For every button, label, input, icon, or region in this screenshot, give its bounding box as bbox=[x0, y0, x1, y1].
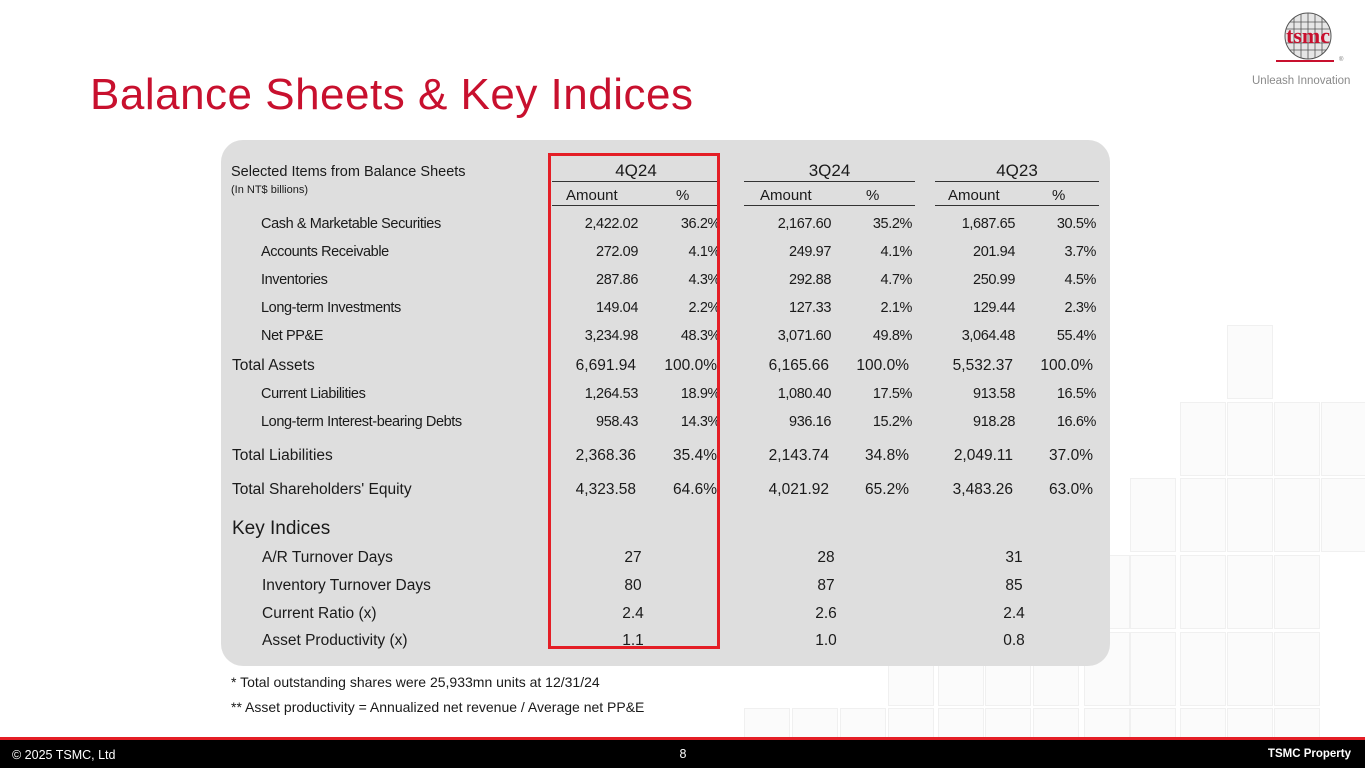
key-index-value: 85 bbox=[1005, 577, 1023, 594]
logo-tagline: Unleash Innovation bbox=[1252, 75, 1351, 87]
background-square bbox=[1130, 478, 1176, 552]
row-label: Total Liabilities bbox=[232, 447, 333, 464]
percent-cell: 17.5% bbox=[872, 386, 912, 402]
current-quarter-highlight bbox=[548, 153, 720, 649]
percent-cell: 64.6% bbox=[673, 481, 717, 498]
row-label: Cash & Marketable Securities bbox=[261, 216, 441, 232]
amount-cell: 3,071.60 bbox=[777, 328, 831, 344]
row-label: Long-term Investments bbox=[261, 300, 401, 316]
table-header-title: Selected Items from Balance Sheets bbox=[231, 164, 466, 180]
background-square bbox=[1180, 402, 1226, 476]
row-label: Net PP&E bbox=[261, 328, 324, 344]
amount-cell: 3,064.48 bbox=[961, 328, 1015, 344]
svg-text:tsmc: tsmc bbox=[1286, 23, 1330, 48]
background-square bbox=[792, 708, 838, 739]
amount-cell: 936.16 bbox=[789, 414, 831, 430]
background-square bbox=[1130, 632, 1176, 706]
key-index-value: 80 bbox=[624, 577, 642, 594]
svg-text:®: ® bbox=[1339, 57, 1344, 63]
amount-cell: 4,021.92 bbox=[768, 481, 829, 498]
percent-cell: 15.2% bbox=[872, 414, 912, 430]
amount-cell: 5,532.37 bbox=[952, 357, 1013, 374]
background-square bbox=[1180, 632, 1226, 706]
background-square bbox=[1274, 555, 1320, 629]
background-square bbox=[1227, 708, 1273, 739]
amount-cell: 958.43 bbox=[596, 414, 638, 430]
background-square bbox=[1274, 632, 1320, 706]
amount-cell: 918.28 bbox=[973, 414, 1015, 430]
row-label: Long-term Interest-bearing Debts bbox=[261, 414, 462, 430]
percent-cell: 30.5% bbox=[1056, 216, 1096, 232]
percent-cell: 2.1% bbox=[880, 300, 912, 316]
key-index-label: Asset Productivity (x) bbox=[262, 632, 408, 649]
column-header-underline bbox=[744, 205, 915, 206]
percent-cell: 3.7% bbox=[1064, 244, 1096, 260]
amount-cell: 1,264.53 bbox=[584, 386, 638, 402]
page-number: 8 bbox=[679, 747, 687, 761]
column-header-underline bbox=[935, 205, 1099, 206]
amount-cell: 201.94 bbox=[973, 244, 1015, 260]
background-square bbox=[888, 708, 934, 739]
percent-cell: 16.6% bbox=[1056, 414, 1096, 430]
row-label: Accounts Receivable bbox=[261, 244, 389, 260]
background-square bbox=[1130, 555, 1176, 629]
background-square bbox=[1227, 632, 1273, 706]
background-square bbox=[1321, 478, 1365, 552]
amount-cell: 1,687.65 bbox=[961, 216, 1015, 232]
key-index-value: 31 bbox=[1005, 549, 1023, 566]
background-square bbox=[1084, 708, 1130, 739]
key-index-label: Current Ratio (x) bbox=[262, 605, 377, 622]
period-underline bbox=[935, 181, 1099, 182]
period-underline bbox=[744, 181, 915, 182]
background-square bbox=[1274, 708, 1320, 739]
background-square bbox=[938, 708, 984, 739]
tsmc-logo bbox=[1268, 10, 1348, 70]
amount-cell: 2,368.36 bbox=[575, 447, 636, 464]
background-square bbox=[1180, 708, 1226, 739]
percent-cell: 4.1% bbox=[688, 244, 720, 260]
footer-copyright: © 2025 TSMC, Ltd bbox=[12, 748, 116, 762]
amount-cell: 149.04 bbox=[596, 300, 638, 316]
amount-column-header: Amount bbox=[760, 187, 812, 204]
note-shares: * Total outstanding shares were 25,933mn units at 12/31/24 bbox=[231, 674, 600, 690]
percent-cell: 48.3% bbox=[680, 328, 720, 344]
amount-cell: 913.58 bbox=[973, 386, 1015, 402]
key-index-label: Inventory Turnover Days bbox=[262, 577, 431, 594]
row-label: Current Liabilities bbox=[261, 386, 366, 402]
amount-cell: 249.97 bbox=[789, 244, 831, 260]
amount-cell: 2,143.74 bbox=[768, 447, 829, 464]
amount-cell: 287.86 bbox=[596, 272, 638, 288]
amount-column-header: Amount bbox=[948, 187, 1000, 204]
amount-cell: 250.99 bbox=[973, 272, 1015, 288]
amount-column-header: Amount bbox=[566, 187, 618, 204]
amount-cell: 292.88 bbox=[789, 272, 831, 288]
key-index-label: A/R Turnover Days bbox=[262, 549, 393, 566]
amount-cell: 1,080.40 bbox=[777, 386, 831, 402]
amount-cell: 2,049.11 bbox=[953, 447, 1013, 464]
percent-cell: 100.0% bbox=[856, 357, 909, 374]
percent-column-header: % bbox=[1052, 187, 1066, 204]
percent-cell: 55.4% bbox=[1056, 328, 1096, 344]
percent-column-header: % bbox=[676, 187, 690, 204]
percent-cell: 4.1% bbox=[880, 244, 912, 260]
percent-cell: 36.2% bbox=[680, 216, 720, 232]
amount-cell: 6,165.66 bbox=[768, 357, 829, 374]
amount-cell: 3,234.98 bbox=[584, 328, 638, 344]
period-header: 4Q23 bbox=[996, 161, 1038, 180]
key-index-value: 0.8 bbox=[1003, 632, 1025, 649]
percent-cell: 49.8% bbox=[872, 328, 912, 344]
background-square bbox=[1227, 478, 1273, 552]
amount-cell: 272.09 bbox=[596, 244, 638, 260]
percent-cell: 35.2% bbox=[872, 216, 912, 232]
percent-cell: 63.0% bbox=[1049, 481, 1093, 498]
amount-cell: 4,323.58 bbox=[575, 481, 636, 498]
percent-cell: 34.8% bbox=[865, 447, 909, 464]
amount-cell: 3,483.26 bbox=[952, 481, 1013, 498]
amount-cell: 127.33 bbox=[789, 300, 831, 316]
percent-cell: 65.2% bbox=[865, 481, 909, 498]
background-square bbox=[1274, 478, 1320, 552]
background-square bbox=[1130, 708, 1176, 739]
percent-column-header: % bbox=[866, 187, 880, 204]
background-square bbox=[1033, 708, 1079, 739]
key-index-value: 2.4 bbox=[622, 605, 644, 622]
row-label: Inventories bbox=[261, 272, 328, 288]
percent-cell: 100.0% bbox=[664, 357, 717, 374]
row-label: Total Shareholders' Equity bbox=[232, 481, 412, 498]
percent-cell: 18.9% bbox=[680, 386, 720, 402]
background-square bbox=[840, 708, 886, 739]
percent-cell: 2.3% bbox=[1064, 300, 1096, 316]
background-square bbox=[1227, 402, 1273, 476]
background-square bbox=[1180, 555, 1226, 629]
percent-cell: 16.5% bbox=[1056, 386, 1096, 402]
amount-cell: 2,167.60 bbox=[777, 216, 831, 232]
key-index-value: 27 bbox=[624, 549, 642, 566]
page-title: Balance Sheets & Key Indices bbox=[90, 70, 694, 119]
amount-cell: 129.44 bbox=[973, 300, 1015, 316]
footer-property: TSMC Property bbox=[1267, 748, 1351, 760]
key-index-value: 1.1 bbox=[622, 632, 644, 649]
background-square bbox=[744, 708, 790, 739]
key-index-value: 1.0 bbox=[815, 632, 837, 649]
key-index-value: 2.4 bbox=[1003, 605, 1025, 622]
key-index-value: 28 bbox=[817, 549, 835, 566]
background-square bbox=[985, 708, 1031, 739]
background-square bbox=[1227, 325, 1273, 399]
background-square bbox=[1321, 402, 1365, 476]
key-indices-heading: Key Indices bbox=[232, 518, 331, 539]
percent-cell: 2.2% bbox=[688, 300, 720, 316]
percent-cell: 4.3% bbox=[688, 272, 720, 288]
background-square bbox=[1274, 402, 1320, 476]
background-square bbox=[1227, 555, 1273, 629]
percent-cell: 37.0% bbox=[1049, 447, 1093, 464]
background-square bbox=[1180, 478, 1226, 552]
table-header-subtitle: (In NT$ billions) bbox=[231, 184, 309, 196]
percent-cell: 35.4% bbox=[673, 447, 717, 464]
period-header: 4Q24 bbox=[615, 161, 657, 180]
note-asset-productivity: ** Asset productivity = Annualized net revenue / Average net PP&E bbox=[231, 699, 645, 715]
key-index-value: 87 bbox=[817, 577, 835, 594]
percent-cell: 4.7% bbox=[880, 272, 912, 288]
row-label: Total Assets bbox=[232, 357, 315, 374]
percent-cell: 100.0% bbox=[1040, 357, 1093, 374]
period-header: 3Q24 bbox=[808, 161, 851, 180]
percent-cell: 14.3% bbox=[680, 414, 720, 430]
amount-cell: 2,422.02 bbox=[584, 216, 638, 232]
amount-cell: 6,691.94 bbox=[575, 357, 636, 374]
percent-cell: 4.5% bbox=[1064, 272, 1096, 288]
key-index-value: 2.6 bbox=[815, 605, 837, 622]
